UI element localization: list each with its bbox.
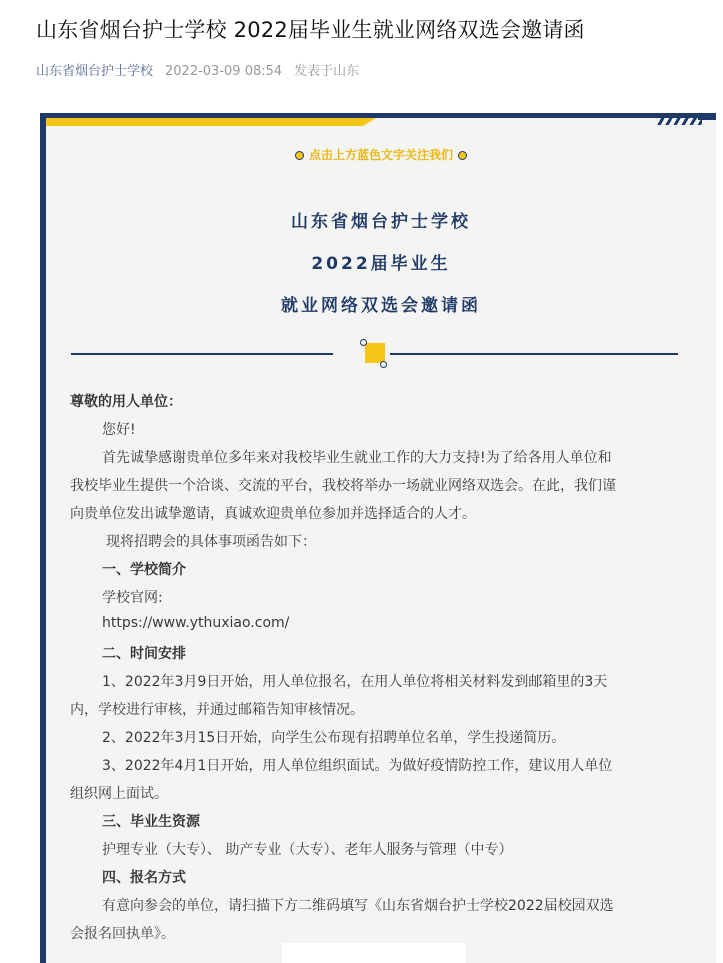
greeting: 您好! (102, 422, 136, 438)
ring-ornament (380, 361, 387, 368)
paragraph-line: 有意向参会的单位，请扫描下方二维码填写《山东省烟台护士学校2022届校园双选 (102, 898, 614, 914)
ring-ornament (360, 339, 367, 346)
paragraph-line: 2、2022年3月15日开始，向学生公布现有招聘单位名单，学生投递简历。 (102, 730, 566, 746)
section-heading: 四、报名方式 (102, 870, 186, 886)
paragraph-line: 首先诚挚感谢贵单位多年来对我校毕业生就业工作的大力支持!为了给各用人单位和 (102, 450, 612, 466)
salutation: 尊敬的用人单位： (70, 394, 182, 410)
article-meta (36, 60, 359, 79)
school-name-heading: 山东省烟台护士学校 (291, 212, 471, 232)
article-title: 山东省烟台护士学校 2022届毕业生就业网络双选会邀请函 (36, 18, 585, 42)
section-heading: 一、学校简介 (102, 562, 186, 578)
dot-icon (295, 151, 304, 160)
stripes-decoration (656, 113, 702, 125)
follow-tip (46, 146, 716, 163)
graduate-year-heading: 2022届毕业生 (311, 254, 451, 274)
publish-date: 2022-03-09 08:54 (165, 64, 283, 79)
invitation-heading: 就业网络双选会邀请函 (281, 296, 481, 316)
decorative-top-bar (46, 113, 716, 127)
dot-icon (458, 151, 467, 160)
square-ornament (365, 343, 385, 363)
section-heading: 三、毕业生资源 (102, 814, 200, 830)
paragraph-line: 学校官网: (102, 590, 163, 606)
account-name-link[interactable]: 山东省烟台护士学校 (36, 64, 154, 79)
follow-tip-text: 点击上方蓝色文字关注我们 (308, 148, 453, 162)
paragraph-line: 我校毕业生提供一个洽谈、交流的平台，我校将举办一场就业网络双选会。在此，我们谨 (70, 478, 616, 494)
paragraph-line: 现将招聘会的具体事项函告如下： (106, 534, 316, 550)
section-heading: 二、时间安排 (102, 646, 186, 662)
paragraph-line: 内，学校进行审核，并通过邮箱告知审核情况。 (70, 702, 364, 718)
paragraph-line: 3、2022年4月1日开始，用人单位组织面试。为做好疫情防控工作，建议用人单位 (102, 758, 613, 774)
qr-code-image (282, 943, 466, 963)
paragraph-line: 组织网上面试。 (70, 786, 168, 802)
paragraph-line: 护理专业（大专）、 助产专业（大专）、老年人服务与管理（中专） (102, 842, 513, 858)
invitation-card (40, 113, 716, 963)
paragraph-line: 会报名回执单》。 (70, 926, 175, 942)
website-link[interactable]: https://www.ythuxiao.com/ (102, 615, 290, 631)
paragraph-line: 向贵单位发出诚挚邀请，真诚欢迎贵单位参加并选择适合的人才。 (70, 506, 476, 522)
divider-left (71, 353, 333, 355)
divider-right (390, 353, 678, 355)
paragraph-line: 1、2022年3月9日开始，用人单位报名，在用人单位将相关材料发到邮箱里的3天 (102, 674, 608, 690)
publish-location: 发表于山东 (294, 64, 360, 79)
